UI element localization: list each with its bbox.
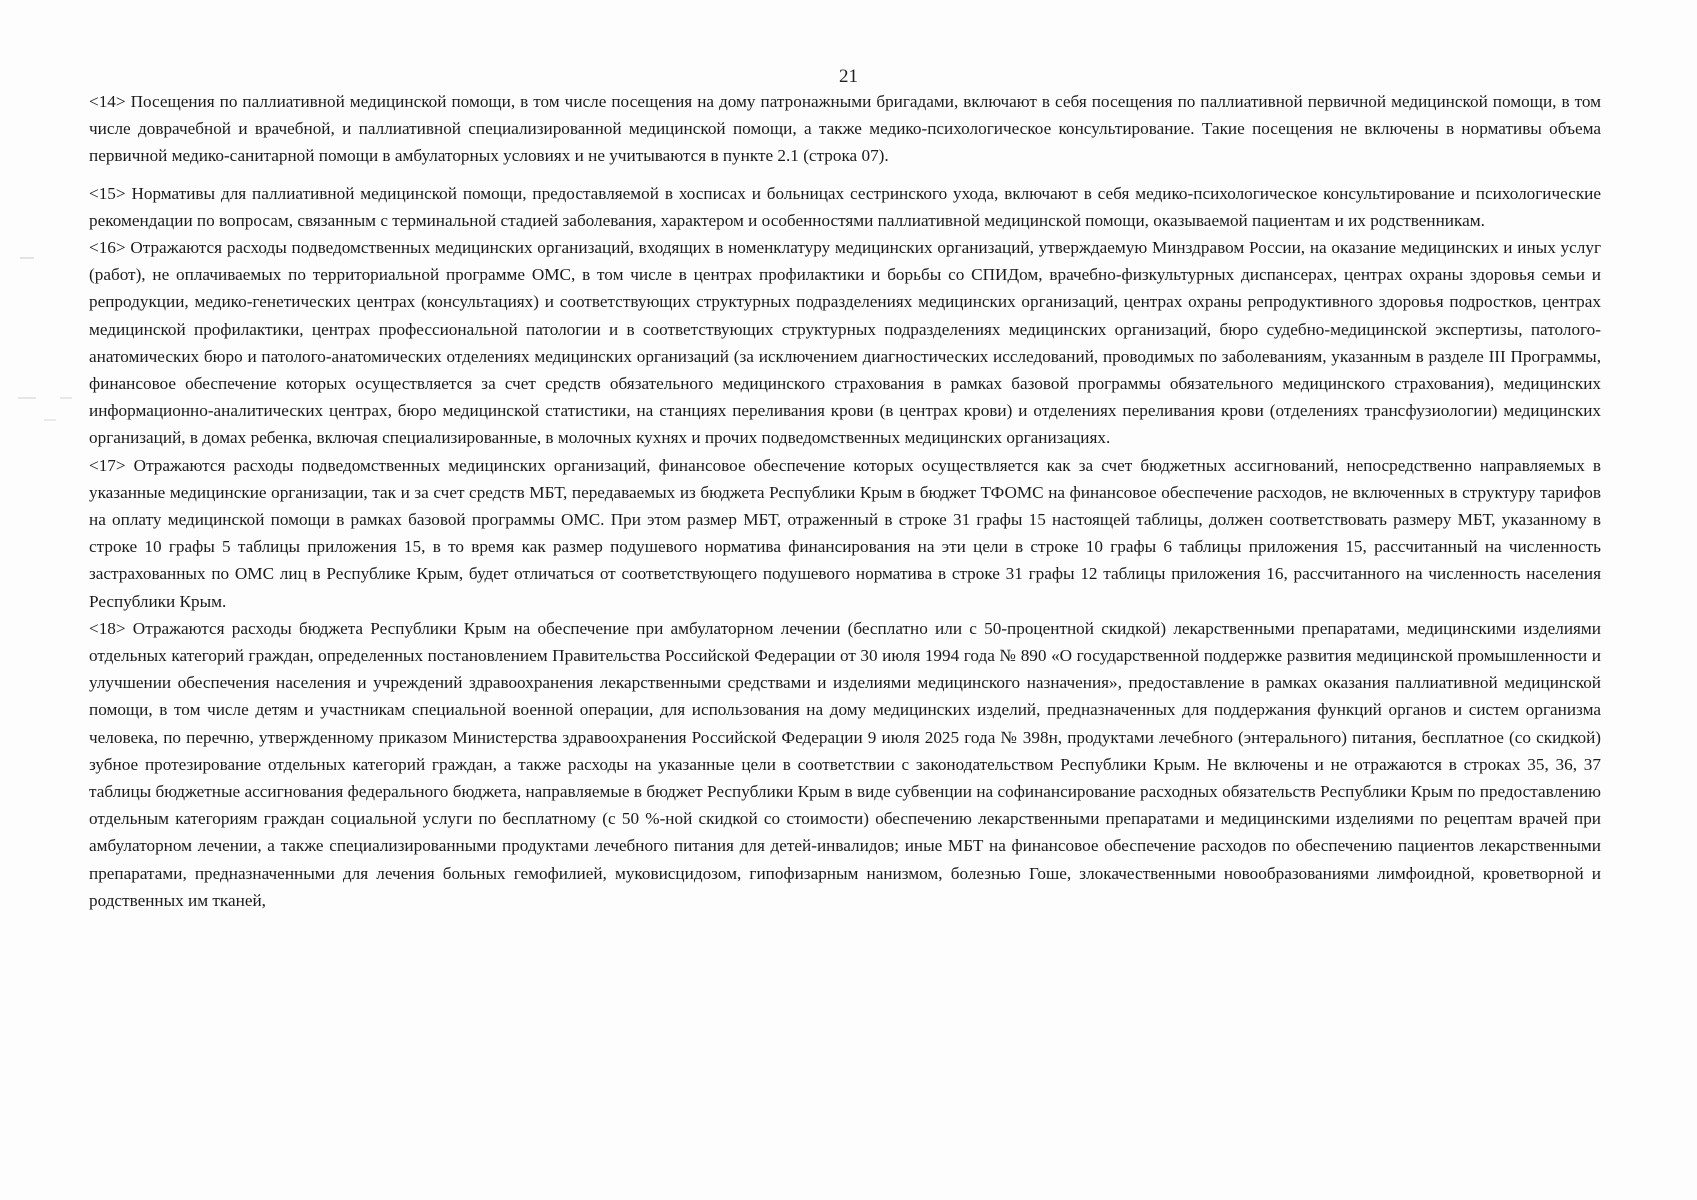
footnote-17: <17> Отражаются расходы подведомственных медицинских организаций, финансовое обеспечение которых осуществляется как за счет бюджетных ассигнований, непосредственно направляемых в указанные медицинские организации, так и за счет средств МБТ, передаваемых из бюджета Республики Крым в бюджет ТФОМС на финансовое обеспечение расходов, не включенных в структуру тарифов на оплату медицинской помощи в рамках базовой программы ОМС. При этом размер МБТ, отраженный в строке 31 графы 15 настоящей таблицы, должен соответствовать размеру МБТ, указанному в строке 10 графы 5 таблицы приложения 15, в то время как размер подушевого норматива финансирования на эти цели в строке 10 графы 6 таблицы приложения 15, рассчитанный на численность застрахованных по ОМС лиц в Республике Крым, будет отличаться от соответствующего подушевого норматива в строке 31 графы 12 таблицы приложения 16, рассчитанного на численность населения Республики Крым. [89, 455, 1601, 611]
footnote-15: <15> Нормативы для паллиативной медицинской помощи, предоставляемой в хосписах и больницах сестринского ухода, включают в себя медико-психологическое консультирование и психологические рекомендации по вопросам, связанным с терминальной стадией заболевания, характером и особенностями паллиативной медицинской помощи, оказываемой пациентам и их родственникам. [89, 183, 1601, 230]
page-number: 21 [839, 66, 858, 87]
footnote-16: <16> Отражаются расходы подведомственных медицинских организаций, входящих в номенклатуру медицинских организаций, утверждаемую Минздравом России, на оказание медицинских и иных услуг (работ), не оплачиваемых по территориальной программе ОМС, в том числе в центрах профилактики и борьбы со СПИДом, врачебно-физкультурных диспансерах, центрах охраны здоровья семьи и репродукции, медико-генетических центрах (консультациях) и соответствующих структурных подразделениях медицинских организаций, центрах охраны репродуктивного здоровья подростков, центрах медицинской профилактики, центрах профессиональной патологии и в соответствующих структурных подразделениях медицинских организаций, бюро судебно-медицинской экспертизы, патолого-анатомических бюро и патолого-анатомических отделениях медицинских организаций (за исключением диагностических исследований, проводимых по заболеваниям, указанным в разделе III Программы, финансовое обеспечение которых осуществляется за счет средств обязательного медицинского страхования в рамках базовой программы обязательного медицинского страхования), медицинских информационно-аналитических центрах, бюро медицинской статистики, на станциях переливания крови (в центрах крови) и отделениях переливания крови (отделениях трансфузиологии) медицинских организаций, в домах ребенка, включая специализированные, в молочных кухнях и прочих подведомственных медицинских организациях. [89, 238, 1601, 448]
footnotes-section [89, 88, 1601, 914]
footnote-18: <18> Отражаются расходы бюджета Республики Крым на обеспечение при амбулаторном лечении (бесплатно или с 50-процентной скидкой) лекарственными препаратами, медицинскими изделиями отдельных категорий граждан, определенных постановлением Правительства Российской Федерации от 30 июля 1994 года № 890 «О государственной поддержке развития медицинской промышленности и улучшении обеспечения населения и учреждений здравоохранения лекарственными средствами и изделиями медицинского назначения», предоставление в рамках оказания паллиативной медицинской помощи, в том числе детям и участникам специальной военной операции, для использования на дому медицинских изделий, предназначенных для поддержания функций органов и систем организма человека, по перечню, утвержденному приказом Министерства здравоохранения Российской Федерации 9 июля 2025 года № 398н, продуктами лечебного (энтерального) питания, бесплатное (со скидкой) зубное протезирование отдельных категорий граждан, а также расходы на указанные цели в соответствии с законодательством Республики Крым. Не включены и не отражаются в строках 35, 36, 37 таблицы бюджетные ассигнования федерального бюджета, направляемые в бюджет Республики Крым в виде субвенции на софинансирование расходных обязательств Республики Крым по предоставлению отдельным категориям граждан социальной услуги по бесплатному (с 50 %-ной скидкой со стоимости) обеспечению лекарственными препаратами и медицинскими изделиями по рецептам врачей при амбулаторном лечении, а также специализированными продуктами лечебного питания для детей-инвалидов; иные МБТ на финансовое обеспечение расходов по обеспечению пациентов лекарственными препаратами, предназначенными для лечения больных гемофилией, муковисцидозом, гипофизарным нанизмом, болезнью Гоше, злокачественными новообразованиями лимфоидной, кроветворной и родственных им тканей, [89, 618, 1601, 910]
footnote-14: <14> Посещения по паллиативной медицинской помощи, в том числе посещения на дому патронажными бригадами, включают в себя посещения по паллиативной первичной медицинской помощи, в том числе доврачебной и врачебной, и паллиативной специализированной медицинской помощи, а также медико-психологическое консультирование. Такие посещения не включены в нормативы объема первичной медико-санитарной помощи в амбулаторных условиях и не учитываются в пункте 2.1 (строка 07). [89, 92, 1601, 166]
